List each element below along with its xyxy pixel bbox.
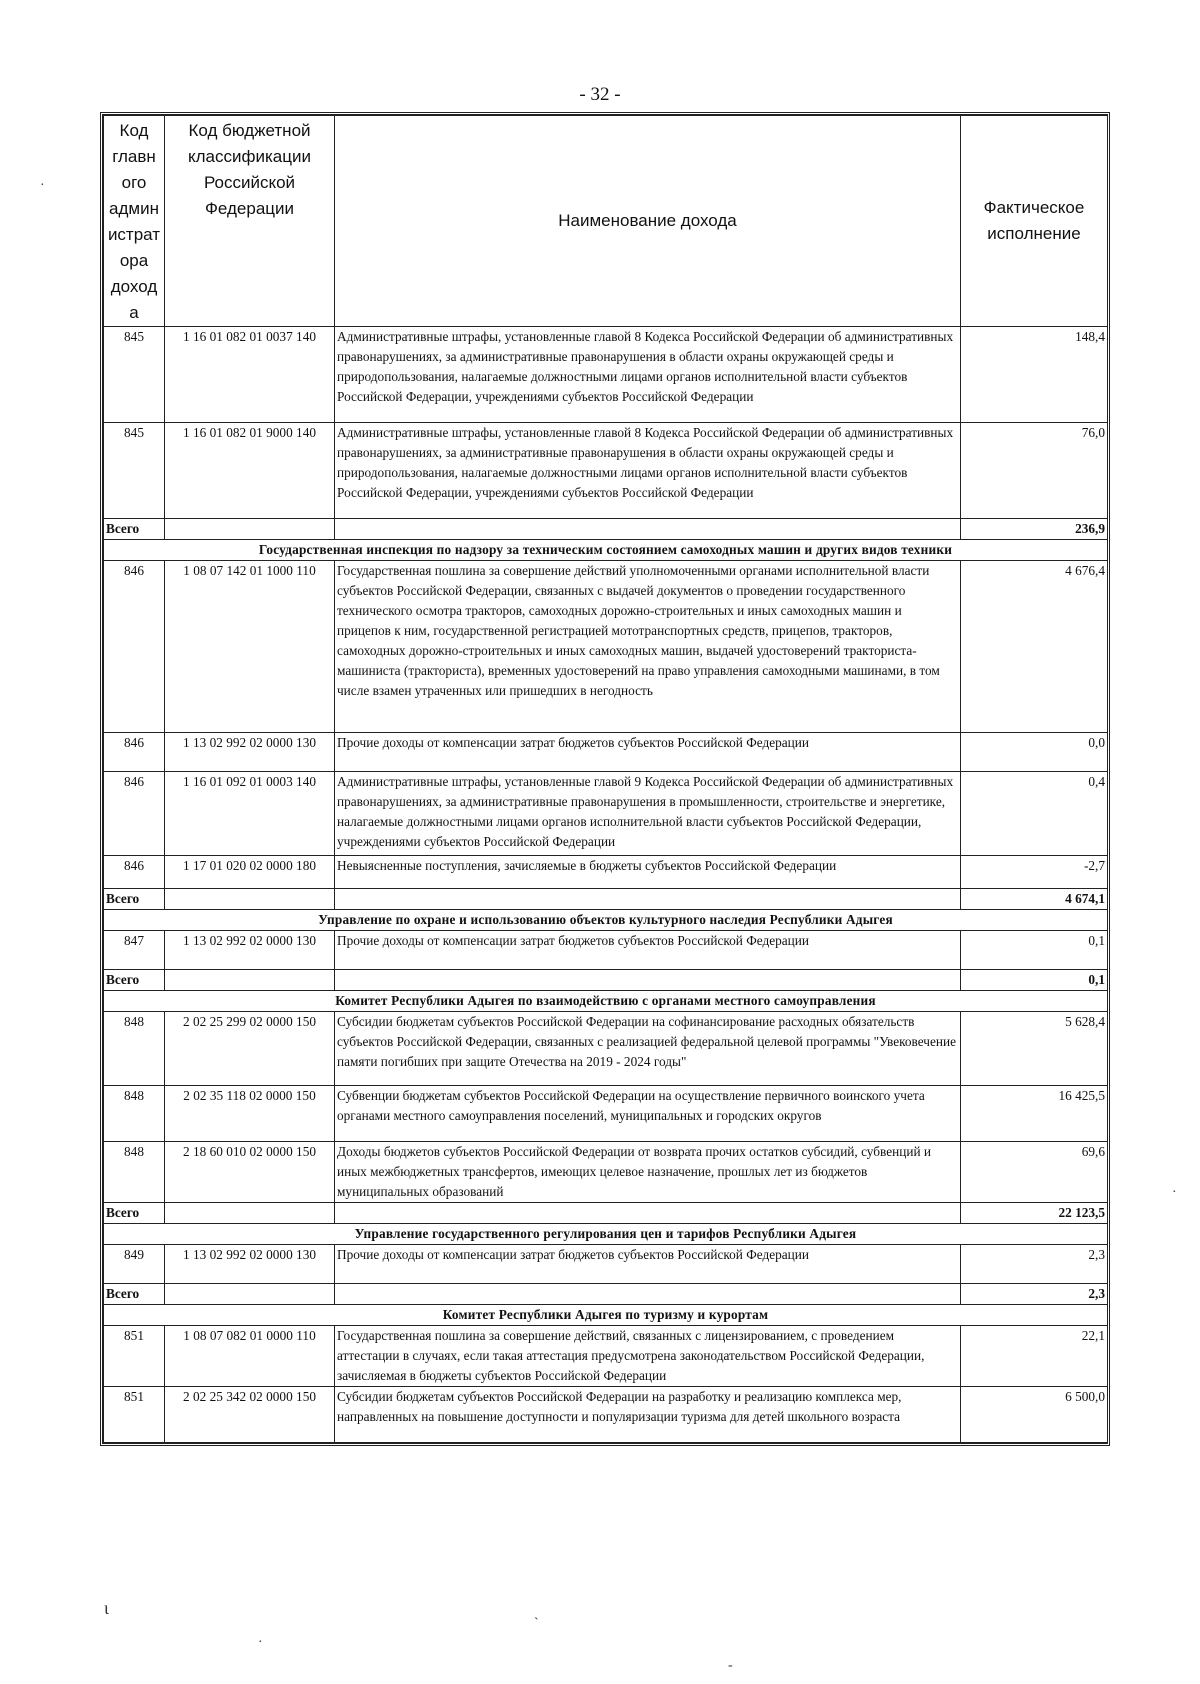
income-name-cell: Прочие доходы от компенсации затрат бюджетов субъектов Российской Федерации bbox=[335, 733, 961, 772]
admin-code-cell: 851 bbox=[104, 1387, 165, 1443]
header-admin-code-line: ого bbox=[121, 173, 147, 192]
actual-value-cell: 22,1 bbox=[961, 1326, 1108, 1387]
income-table-body bbox=[104, 327, 1108, 1443]
empty-cell bbox=[335, 970, 961, 991]
header-admin-code-line: главн bbox=[112, 147, 156, 166]
header-admin-code bbox=[104, 116, 165, 327]
actual-value-cell: 5 628,4 bbox=[961, 1012, 1108, 1086]
section-header-row bbox=[104, 991, 1108, 1012]
empty-cell bbox=[165, 1203, 335, 1224]
income-name-cell: Административные штрафы, установленные главой 8 Кодекса Российской Федерации об административных правонарушениях, за административные правонарушения в области охраны окружающей среды и природопользования, налагаемые должностными лицами органов исполнительной власти субъектов Российской Федерации, учреждениями субъектов Российской Федерации bbox=[335, 423, 961, 519]
header-admin-code-line: ора bbox=[119, 251, 149, 270]
actual-value-cell: 0,4 bbox=[961, 772, 1108, 856]
budget-code-cell: 2 02 35 118 02 0000 150 bbox=[165, 1086, 335, 1142]
section-header-row bbox=[104, 1305, 1108, 1326]
table-row bbox=[104, 931, 1108, 970]
budget-code-cell: 1 13 02 992 02 0000 130 bbox=[165, 1245, 335, 1284]
admin-code-cell: 847 bbox=[104, 931, 165, 970]
actual-value-cell: 0,1 bbox=[961, 931, 1108, 970]
total-row bbox=[104, 1203, 1108, 1224]
empty-cell bbox=[165, 889, 335, 910]
header-budget-code-line: Код бюджетной bbox=[188, 121, 311, 140]
scan-speck: ` bbox=[534, 1616, 539, 1631]
admin-code-cell: 848 bbox=[104, 1012, 165, 1086]
table-row bbox=[104, 561, 1108, 733]
empty-cell bbox=[165, 519, 335, 540]
table-row bbox=[104, 856, 1108, 889]
section-title: Комитет Республики Адыгея по взаимодействию с органами местного самоуправления bbox=[104, 991, 1108, 1012]
section-header-row bbox=[104, 540, 1108, 561]
total-value: 4 674,1 bbox=[961, 889, 1108, 910]
total-label: Всего bbox=[104, 1203, 165, 1224]
table-row bbox=[104, 772, 1108, 856]
budget-code-cell: 1 16 01 092 01 0003 140 bbox=[165, 772, 335, 856]
admin-code-cell: 845 bbox=[104, 423, 165, 519]
header-admin-code-line: истрат bbox=[107, 225, 161, 244]
table-row bbox=[104, 1245, 1108, 1284]
total-value: 0,1 bbox=[961, 970, 1108, 991]
header-actual bbox=[961, 116, 1108, 327]
header-admin-code-line: Код bbox=[119, 121, 149, 140]
income-name-cell: Государственная пошлина за совершение действий уполномоченными органами исполнительной власти субъектов Российской Федерации, связанных с выдачей документов о проведении государственного технического осмотра тракторов, самоходных дорожно-строительных и иных самоходных машин и прицепов к ним, государственной регистрацией мототранспортных средств, прицепов, тракторов, самоходных дорожно-строительных и иных самоходных машин, выдачей удостоверений тракториста-машиниста (тракториста), временных удостоверений на право управления самоходными машинами, в том числе взамен утраченных или пришедших в негодность bbox=[335, 561, 961, 733]
header-budget-code-line: Российской bbox=[203, 173, 296, 192]
empty-cell bbox=[165, 970, 335, 991]
income-table-frame bbox=[100, 112, 1110, 1446]
budget-code-cell: 1 16 01 082 01 9000 140 bbox=[165, 423, 335, 519]
admin-code-cell: 846 bbox=[104, 733, 165, 772]
table-row bbox=[104, 423, 1108, 519]
income-name-cell: Государственная пошлина за совершение действий, связанных с лицензированием, с проведением аттестации в случаях, если такая аттестация предусмотрена законодательством Российской Федерации, зачисляемая в бюджеты субъектов Российской Федерации bbox=[335, 1326, 961, 1387]
total-row bbox=[104, 519, 1108, 540]
budget-code-cell: 1 17 01 020 02 0000 180 bbox=[165, 856, 335, 889]
income-name-cell: Прочие доходы от компенсации затрат бюджетов субъектов Российской Федерации bbox=[335, 931, 961, 970]
section-header-row bbox=[104, 1224, 1108, 1245]
scan-speck: · bbox=[1172, 1185, 1177, 1200]
table-row bbox=[104, 1326, 1108, 1387]
table-row bbox=[104, 327, 1108, 423]
header-admin-code-line: а bbox=[129, 303, 139, 322]
actual-value-cell: 0,0 bbox=[961, 733, 1108, 772]
actual-value-cell: 2,3 bbox=[961, 1245, 1108, 1284]
budget-code-cell: 1 08 07 082 01 0000 110 bbox=[165, 1326, 335, 1387]
actual-value-cell: 69,6 bbox=[961, 1142, 1108, 1203]
empty-cell bbox=[335, 1203, 961, 1224]
income-table bbox=[103, 115, 1108, 1443]
table-row bbox=[104, 733, 1108, 772]
header-actual-line: Фактическое bbox=[983, 198, 1085, 217]
section-title: Комитет Республики Адыгея по туризму и курортам bbox=[104, 1305, 1108, 1326]
income-name-cell: Субвенции бюджетам субъектов Российской Федерации на осуществление первичного воинского учета органами местного самоуправления поселений, муниципальных и городских округов bbox=[335, 1086, 961, 1142]
income-name-cell: Субсидии бюджетам субъектов Российской Федерации на софинансирование расходных обязательств субъектов Российской Федерации, связанных с реализацией федеральной целевой программы "Увековечение памяти погибших при защите Отечества на 2019 - 2024 годы" bbox=[335, 1012, 961, 1086]
header-admin-code-line: доход bbox=[110, 277, 158, 296]
total-row bbox=[104, 1284, 1108, 1305]
page-number: - 32 - bbox=[579, 84, 621, 105]
budget-code-cell: 1 13 02 992 02 0000 130 bbox=[165, 733, 335, 772]
actual-value-cell: 148,4 bbox=[961, 327, 1108, 423]
admin-code-cell: 846 bbox=[104, 772, 165, 856]
total-value: 2,3 bbox=[961, 1284, 1108, 1305]
admin-code-cell: 846 bbox=[104, 561, 165, 733]
header-income-name: Наименование дохода bbox=[335, 116, 961, 327]
income-name-cell: Прочие доходы от компенсации затрат бюджетов субъектов Российской Федерации bbox=[335, 1245, 961, 1284]
total-label: Всего bbox=[104, 970, 165, 991]
budget-code-cell: 1 08 07 142 01 1000 110 bbox=[165, 561, 335, 733]
budget-code-cell: 1 13 02 992 02 0000 130 bbox=[165, 931, 335, 970]
empty-cell bbox=[335, 519, 961, 540]
actual-value-cell: 4 676,4 bbox=[961, 561, 1108, 733]
section-header-row bbox=[104, 910, 1108, 931]
income-name-cell: Административные штрафы, установленные главой 8 Кодекса Российской Федерации об административных правонарушениях, за административные правонарушения в области охраны окружающей среды и природопользования, налагаемые должностными лицами органов исполнительной власти субъектов Российской Федерации, учреждениями субъектов Российской Федерации bbox=[335, 327, 961, 423]
actual-value-cell: 6 500,0 bbox=[961, 1387, 1108, 1443]
header-budget-code bbox=[165, 116, 335, 327]
income-name-cell: Субсидии бюджетам субъектов Российской Федерации на разработку и реализацию комплекса мер, направленных на повышение доступности и популяризации туризма для детей школьного возраста bbox=[335, 1387, 961, 1443]
section-title: Государственная инспекция по надзору за техническим состоянием самоходных машин и других видов техники bbox=[104, 540, 1108, 561]
total-value: 236,9 bbox=[961, 519, 1108, 540]
header-budget-code-line: классификации bbox=[188, 147, 311, 166]
actual-value-cell: 76,0 bbox=[961, 423, 1108, 519]
income-name-cell: Доходы бюджетов субъектов Российской Федерации от возврата прочих остатков субсидий, субвенций и иных межбюджетных трансфертов, имеющих целевое назначение, прошлых лет из бюджетов муниципальных образований bbox=[335, 1142, 961, 1203]
total-row bbox=[104, 889, 1108, 910]
admin-code-cell: 848 bbox=[104, 1086, 165, 1142]
total-row bbox=[104, 970, 1108, 991]
budget-code-cell: 2 18 60 010 02 0000 150 bbox=[165, 1142, 335, 1203]
section-title: Управление государственного регулирования цен и тарифов Республики Адыгея bbox=[104, 1224, 1108, 1245]
total-label: Всего bbox=[104, 889, 165, 910]
actual-value-cell: -2,7 bbox=[961, 856, 1108, 889]
admin-code-cell: 849 bbox=[104, 1245, 165, 1284]
total-label: Всего bbox=[104, 519, 165, 540]
table-row bbox=[104, 1086, 1108, 1142]
header-actual-line: исполнение bbox=[987, 224, 1081, 243]
actual-value-cell: 16 425,5 bbox=[961, 1086, 1108, 1142]
section-title: Управление по охране и использованию объектов культурного наследия Республики Адыгея bbox=[104, 910, 1108, 931]
budget-code-cell: 2 02 25 299 02 0000 150 bbox=[165, 1012, 335, 1086]
scan-speck: · bbox=[258, 1635, 263, 1650]
admin-code-cell: 846 bbox=[104, 856, 165, 889]
budget-code-cell: 1 16 01 082 01 0037 140 bbox=[165, 327, 335, 423]
admin-code-cell: 845 bbox=[104, 327, 165, 423]
empty-cell bbox=[165, 1284, 335, 1305]
header-admin-code-line: админ bbox=[109, 199, 159, 218]
income-name-cell: Административные штрафы, установленные главой 9 Кодекса Российской Федерации об административных правонарушениях, за административные правонарушения в промышленности, строительстве и энергетике, налагаемые должностными лицами органов исполнительной власти субъектов Российской Федерации, учреждениями субъектов Российской Федерации bbox=[335, 772, 961, 856]
table-row bbox=[104, 1387, 1108, 1443]
admin-code-cell: 851 bbox=[104, 1326, 165, 1387]
empty-cell bbox=[335, 1284, 961, 1305]
scan-speck: · bbox=[40, 178, 45, 193]
header-budget-code-line: Федерации bbox=[204, 199, 295, 218]
scan-speck: ι bbox=[104, 1598, 109, 1618]
budget-code-cell: 2 02 25 342 02 0000 150 bbox=[165, 1387, 335, 1443]
admin-code-cell: 848 bbox=[104, 1142, 165, 1203]
scan-speck: - bbox=[728, 1658, 733, 1673]
empty-cell bbox=[335, 889, 961, 910]
total-value: 22 123,5 bbox=[961, 1203, 1108, 1224]
table-row bbox=[104, 1012, 1108, 1086]
total-label: Всего bbox=[104, 1284, 165, 1305]
table-row bbox=[104, 1142, 1108, 1203]
income-name-cell: Невыясненные поступления, зачисляемые в бюджеты субъектов Российской Федерации bbox=[335, 856, 961, 889]
